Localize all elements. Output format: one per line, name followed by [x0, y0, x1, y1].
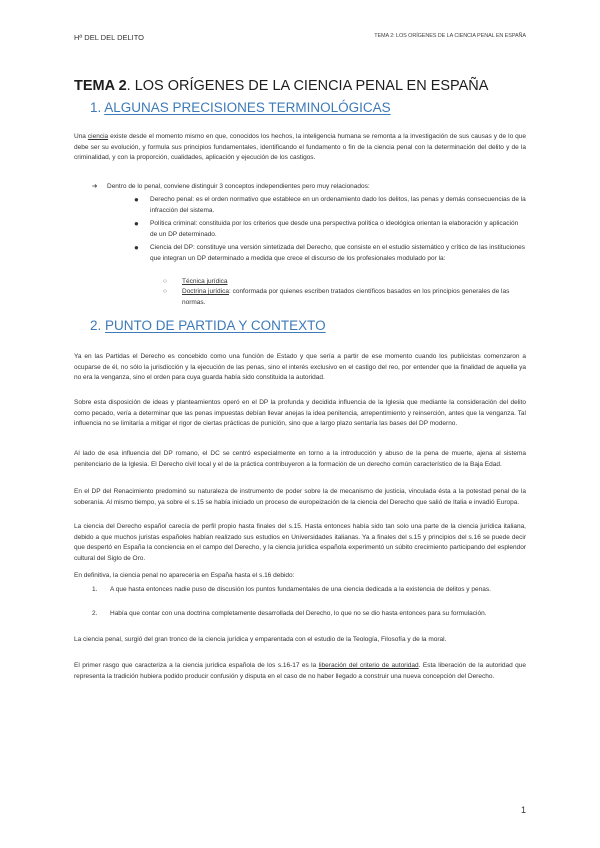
numbered-item-text: A que hasta entonces nadie puso de discusión los puntos fundamentales de una ciencia dedicada a la existencia de delitos y penas. — [110, 586, 491, 593]
bullet-text: Ciencia del DP: constituye una versión sintetizada del Derecho, que consiste en el estudio sistemático y crítico de las instituciones que integran un DP determinado a medida que crece el discurso de los profesionales modulado por la: — [150, 244, 526, 262]
paragraph: En el DP del Renacimiento predominó su naturaleza de instrumento de poder sobre la de mecanismo de justicia, vinculada ésta a la potestad penal de la soberanía. Al mismo tiempo, ya sobre el s.15 se había iniciado un proceso de europeización de la ciencia del Derecho que salió de Italia e invadió Europa. — [74, 488, 526, 506]
bullet-text: Derecho penal: es el orden normativo que establece en un ordenamiento dado los delitos, las penas y demás consecuencias de la infracción del sistema. — [150, 196, 526, 214]
bullet-text: Política criminal: constituida por los criterios que desde una perspectiva política o ideológica orientan la elaboración y aplicación de un DP determinado. — [150, 220, 519, 238]
intro-text-a: Una — [74, 133, 88, 140]
sub-bullet-label: Técnica jurídica — [182, 278, 228, 285]
bullet-item — [134, 219, 526, 240]
paragraph: Al lado de esa influencia del DP romano, el DC se centró especialmente en torno a la introducción y abuso de la pena de muerte, ajena al sistema penitenciario de la Iglesia. El Derecho civil local y el de la práctica contribuyeron a la formación de un derecho común característico de la Baja Edad. — [74, 450, 526, 468]
title-bold: TEMA 2 — [74, 78, 127, 94]
arrow-item-text: Dentro de lo penal, conviene distinguir 3 conceptos independientes pero muy relacionados: — [107, 183, 370, 190]
paragraph: La ciencia penal, surgió del gran tronco de la ciencia jurídica y emparentada con el estudio de la Teología, Filosofía y de la moral. — [74, 636, 447, 643]
page-title — [74, 78, 488, 94]
bullet-item — [134, 195, 526, 216]
section-1-title: ALGUNAS PRECISIONES TERMINOLÓGICAS — [104, 100, 391, 115]
sub-bullet-text: : conformada por quienes escriben tratados científicos basados en los principios generales de las normas. — [182, 288, 510, 306]
paragraph: Sobre esta disposición de ideas y planteamientos operó en el DP la profunda y decidida influencia de la Iglesia que mediante la consideración del delito como pecado, vería a determinar que las penas impuestas debían llevar anejas la idea penitencia, arrepentimiento y reinserción, antes que la venganza. Tal influencia no se limitaría a mitigar el rigor de ciertas prácticas de punición, sino que a largo plazo sentaría las bases del DP moderno. — [74, 399, 526, 428]
last-text-a: El primer rasgo que caracteriza a la ciencia jurídica española de los s.16-17 es la — [74, 662, 319, 669]
arrow-icon: ➔ — [92, 183, 98, 190]
section-1-number: 1. — [90, 100, 102, 115]
numbered-item — [92, 585, 526, 596]
paragraph: En definitiva, la ciencia penal no aparecería en España hasta el s.16 debido: — [74, 572, 295, 579]
section-1-heading — [90, 100, 391, 115]
bullet-item — [134, 243, 526, 264]
section-1-intro — [74, 132, 526, 164]
section-2-heading — [90, 318, 326, 333]
paragraph: La ciencia del Derecho español carecía de perfil propio hasta finales del s.15. Hasta entonces había sido tan solo una parte de la ciencia jurídica italiana, debido a que muchos juristas españoles habían realizado sus estudios en Universidades italianas. Ya a finales del s.15 y principios del s.16 se puede decir que despertó en España la conciencia en el campo del Derecho, y la ciencia jurídica española experimentó un súbito crecimiento participando del esplendor cultural del Siglo de Oro. — [74, 523, 526, 562]
bullet-icon: ● — [134, 195, 139, 204]
running-header-left: Hª DEL DEL DELITO — [74, 33, 145, 42]
section-2-number: 2. — [90, 318, 102, 333]
numbered-item-text: Había que contar con una doctrina completamente desarrollada del Derecho, lo que no se dio hasta entonces para su formulación. — [110, 610, 487, 617]
circle-bullet-icon: ○ — [163, 278, 167, 285]
last-underlined: liberación del criterio de autoridad — [318, 662, 419, 669]
last-paragraph — [74, 661, 526, 682]
section-2-title: PUNTO DE PARTIDA Y CONTEXTO — [105, 318, 326, 333]
title-rest: . LOS ORÍGENES DE LA CIENCIA PENAL EN ESPAÑA — [126, 78, 489, 94]
circle-bullet-icon: ○ — [163, 288, 167, 295]
paragraph: Ya en las Partidas el Derecho es concebido como una función de Estado y que sería a partir de ese momento cuando los publicistas comenzaron a ocuparse de él, no sólo la jurisdicción y la ejecución de las penas, sino el interés exclusivo en el castigo del reo, por entender que la finalidad de aquella ya no era la venganza, sino el orden para cuya guarda había sido constituida la autoridad. — [74, 353, 526, 382]
running-header-right: TEMA 2: LOS ORÍGENES DE LA CIENCIA PENAL EN ESPAÑA — [374, 33, 526, 39]
bullet-icon: ● — [134, 219, 139, 228]
numbered-item — [92, 609, 526, 620]
sub-bullet-label: Doctrina jurídica — [182, 288, 229, 295]
intro-text-b: existe desde el momento mismo en que, conocidos los hechos, la inteligencia humana se remonta a la investigación de sus causas y de lo que debe ser su evolución, y formula sus principios fundamentales, identificando el fundamento o fin de la ciencia penal con la determinación del delito y de la criminalidad, y con la proporción, cualidades, aplicación y ejecución de los castigos. — [74, 133, 526, 162]
item-number: 2. — [92, 610, 98, 617]
last-text-b: . Esta liberación de la autoridad que representa la tradición hubiera podido producir confusión y disputa en el caso de no haber llegado a construir una nueva concepción del Derecho. — [74, 662, 526, 680]
sub-bullet-item — [163, 287, 526, 308]
bullet-icon: ● — [134, 243, 139, 252]
item-number: 1. — [92, 586, 98, 593]
page-number: 1 — [520, 805, 526, 815]
sub-bullet-item — [163, 277, 526, 288]
intro-underlined: ciencia — [87, 133, 109, 140]
